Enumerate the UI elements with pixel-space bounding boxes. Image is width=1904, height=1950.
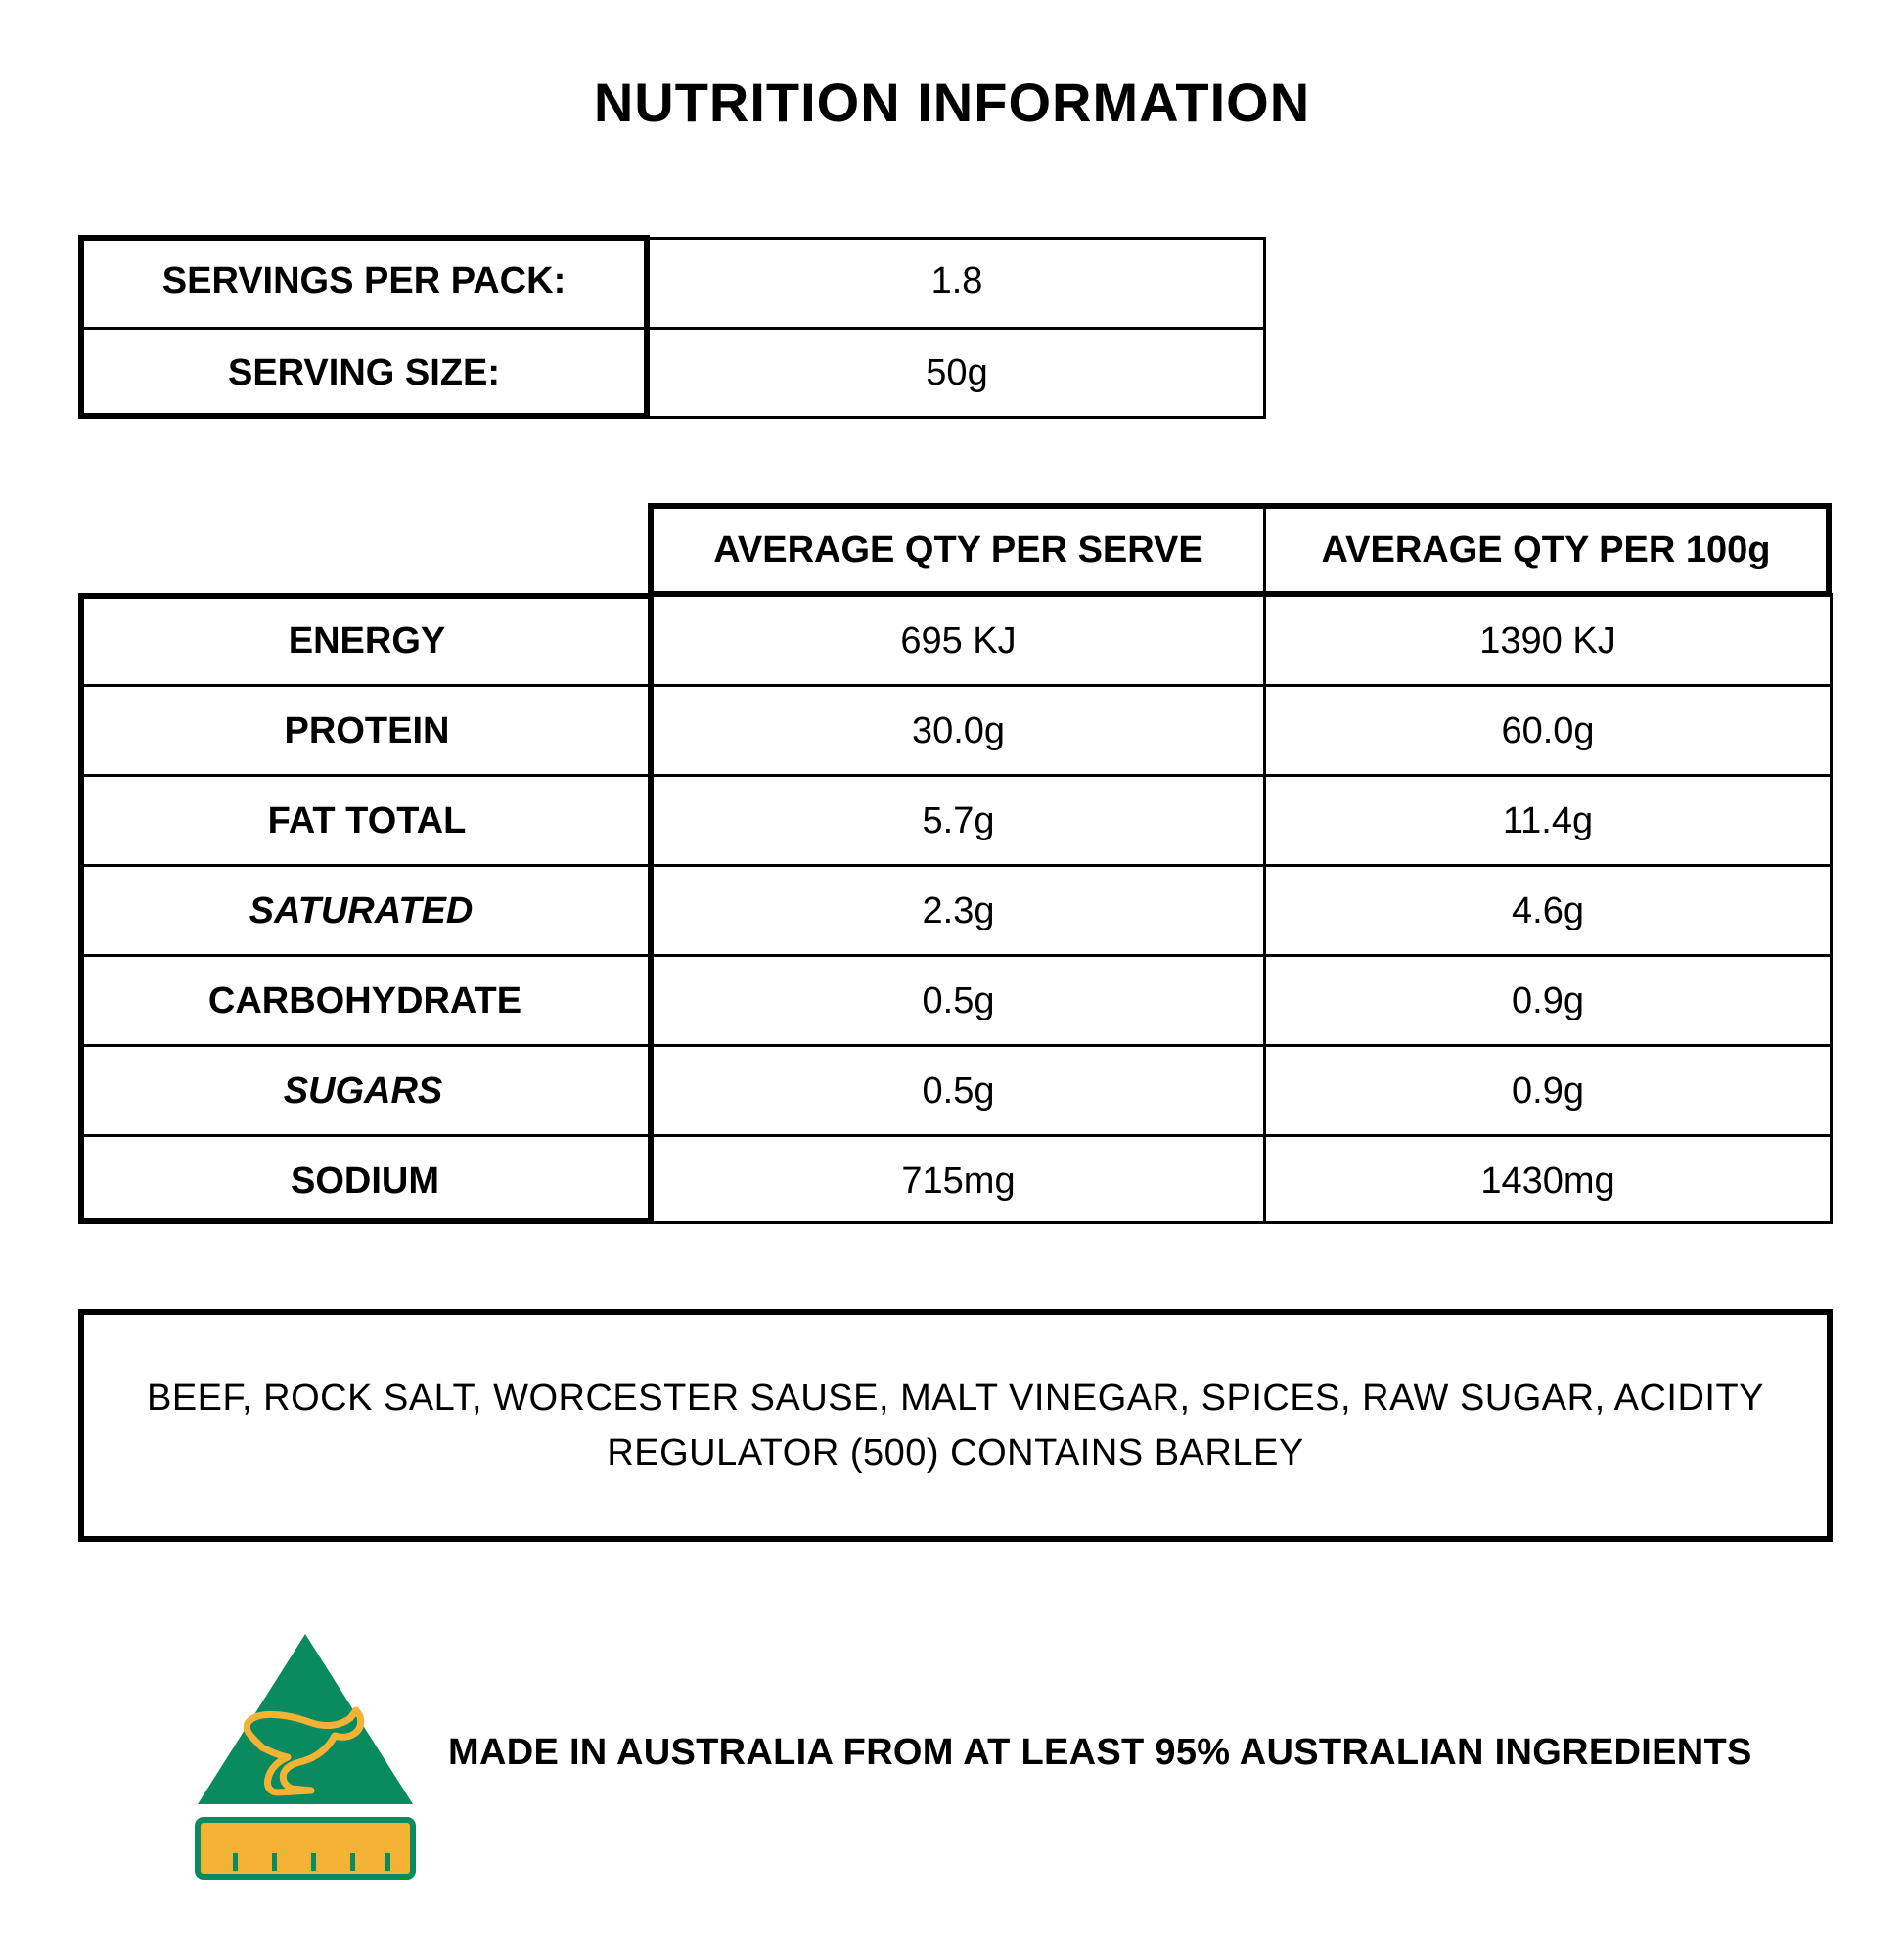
header-per-100g: AVERAGE QTY PER 100g (1321, 528, 1771, 570)
ingredients-line-1: BEEF, ROCK SALT, WORCESTER SAUSE, MALT VINEGAR, SPICES, RAW SUGAR, ACIDITY (146, 1378, 1765, 1419)
logo-ruler (198, 1820, 413, 1877)
nutrient-per-100g: 1390 KJ (1479, 620, 1616, 661)
nutrient-name: ENERGY (288, 620, 446, 661)
nutrient-name: SATURATED (249, 890, 474, 931)
nutrient-per-serve: 30.0g (911, 710, 1006, 751)
page-title: NUTRITION INFORMATION (593, 71, 1311, 133)
logo-ruler-tick (311, 1853, 316, 1871)
nutrient-per-100g: 60.0g (1501, 710, 1595, 751)
ingredients-line-2: REGULATOR (500) CONTAINS BARLEY (607, 1432, 1304, 1474)
ingredients-text (147, 1371, 1764, 1480)
nutrient-per-100g: 4.6g (1512, 890, 1584, 931)
serving-size-value: 50g (926, 351, 988, 393)
nutrient-per-100g: 1430mg (1480, 1160, 1615, 1202)
servings-per-pack-label: SERVINGS PER PACK: (161, 259, 567, 301)
nutrient-per-serve: 5.7g (922, 800, 995, 841)
nutrient-per-serve: 0.5g (922, 980, 995, 1021)
logo-ruler-tick (385, 1853, 390, 1871)
servings-per-pack-row (78, 235, 1264, 327)
nutrient-name: SODIUM (291, 1160, 439, 1202)
nutrient-per-serve: 0.5g (922, 1070, 995, 1111)
ingredients-box (78, 1309, 1833, 1542)
nutrient-name: CARBOHYDRATE (207, 980, 522, 1021)
nutrient-name: PROTEIN (284, 710, 450, 751)
made-in-australia-statement: MADE IN AUSTRALIA FROM AT LEAST 95% AUSTRALIAN INGREDIENTS (448, 1732, 1752, 1773)
servings-per-pack-value: 1.8 (930, 259, 983, 301)
nutrient-name: SUGARS (283, 1070, 443, 1111)
logo-ruler-tick (350, 1853, 355, 1871)
servings-divider (78, 327, 1266, 330)
serving-size-row (78, 327, 1264, 419)
nutrient-per-100g: 11.4g (1502, 800, 1594, 841)
nutrient-per-serve: 715mg (901, 1160, 1016, 1202)
logo-ruler-tick (272, 1853, 277, 1871)
nutrient-per-serve: 695 KJ (900, 620, 1017, 661)
nutrient-per-serve: 2.3g (922, 890, 995, 931)
nutrient-per-100g: 0.9g (1512, 1070, 1584, 1111)
nutrient-name: FAT TOTAL (267, 800, 467, 841)
header-per-serve: AVERAGE QTY PER SERVE (713, 528, 1203, 570)
australian-made-kangaroo-logo-icon (194, 1632, 417, 1882)
nutrient-per-100g: 0.9g (1512, 980, 1584, 1021)
serving-size-label: SERVING SIZE: (227, 351, 501, 393)
logo-ruler-tick (233, 1853, 238, 1871)
